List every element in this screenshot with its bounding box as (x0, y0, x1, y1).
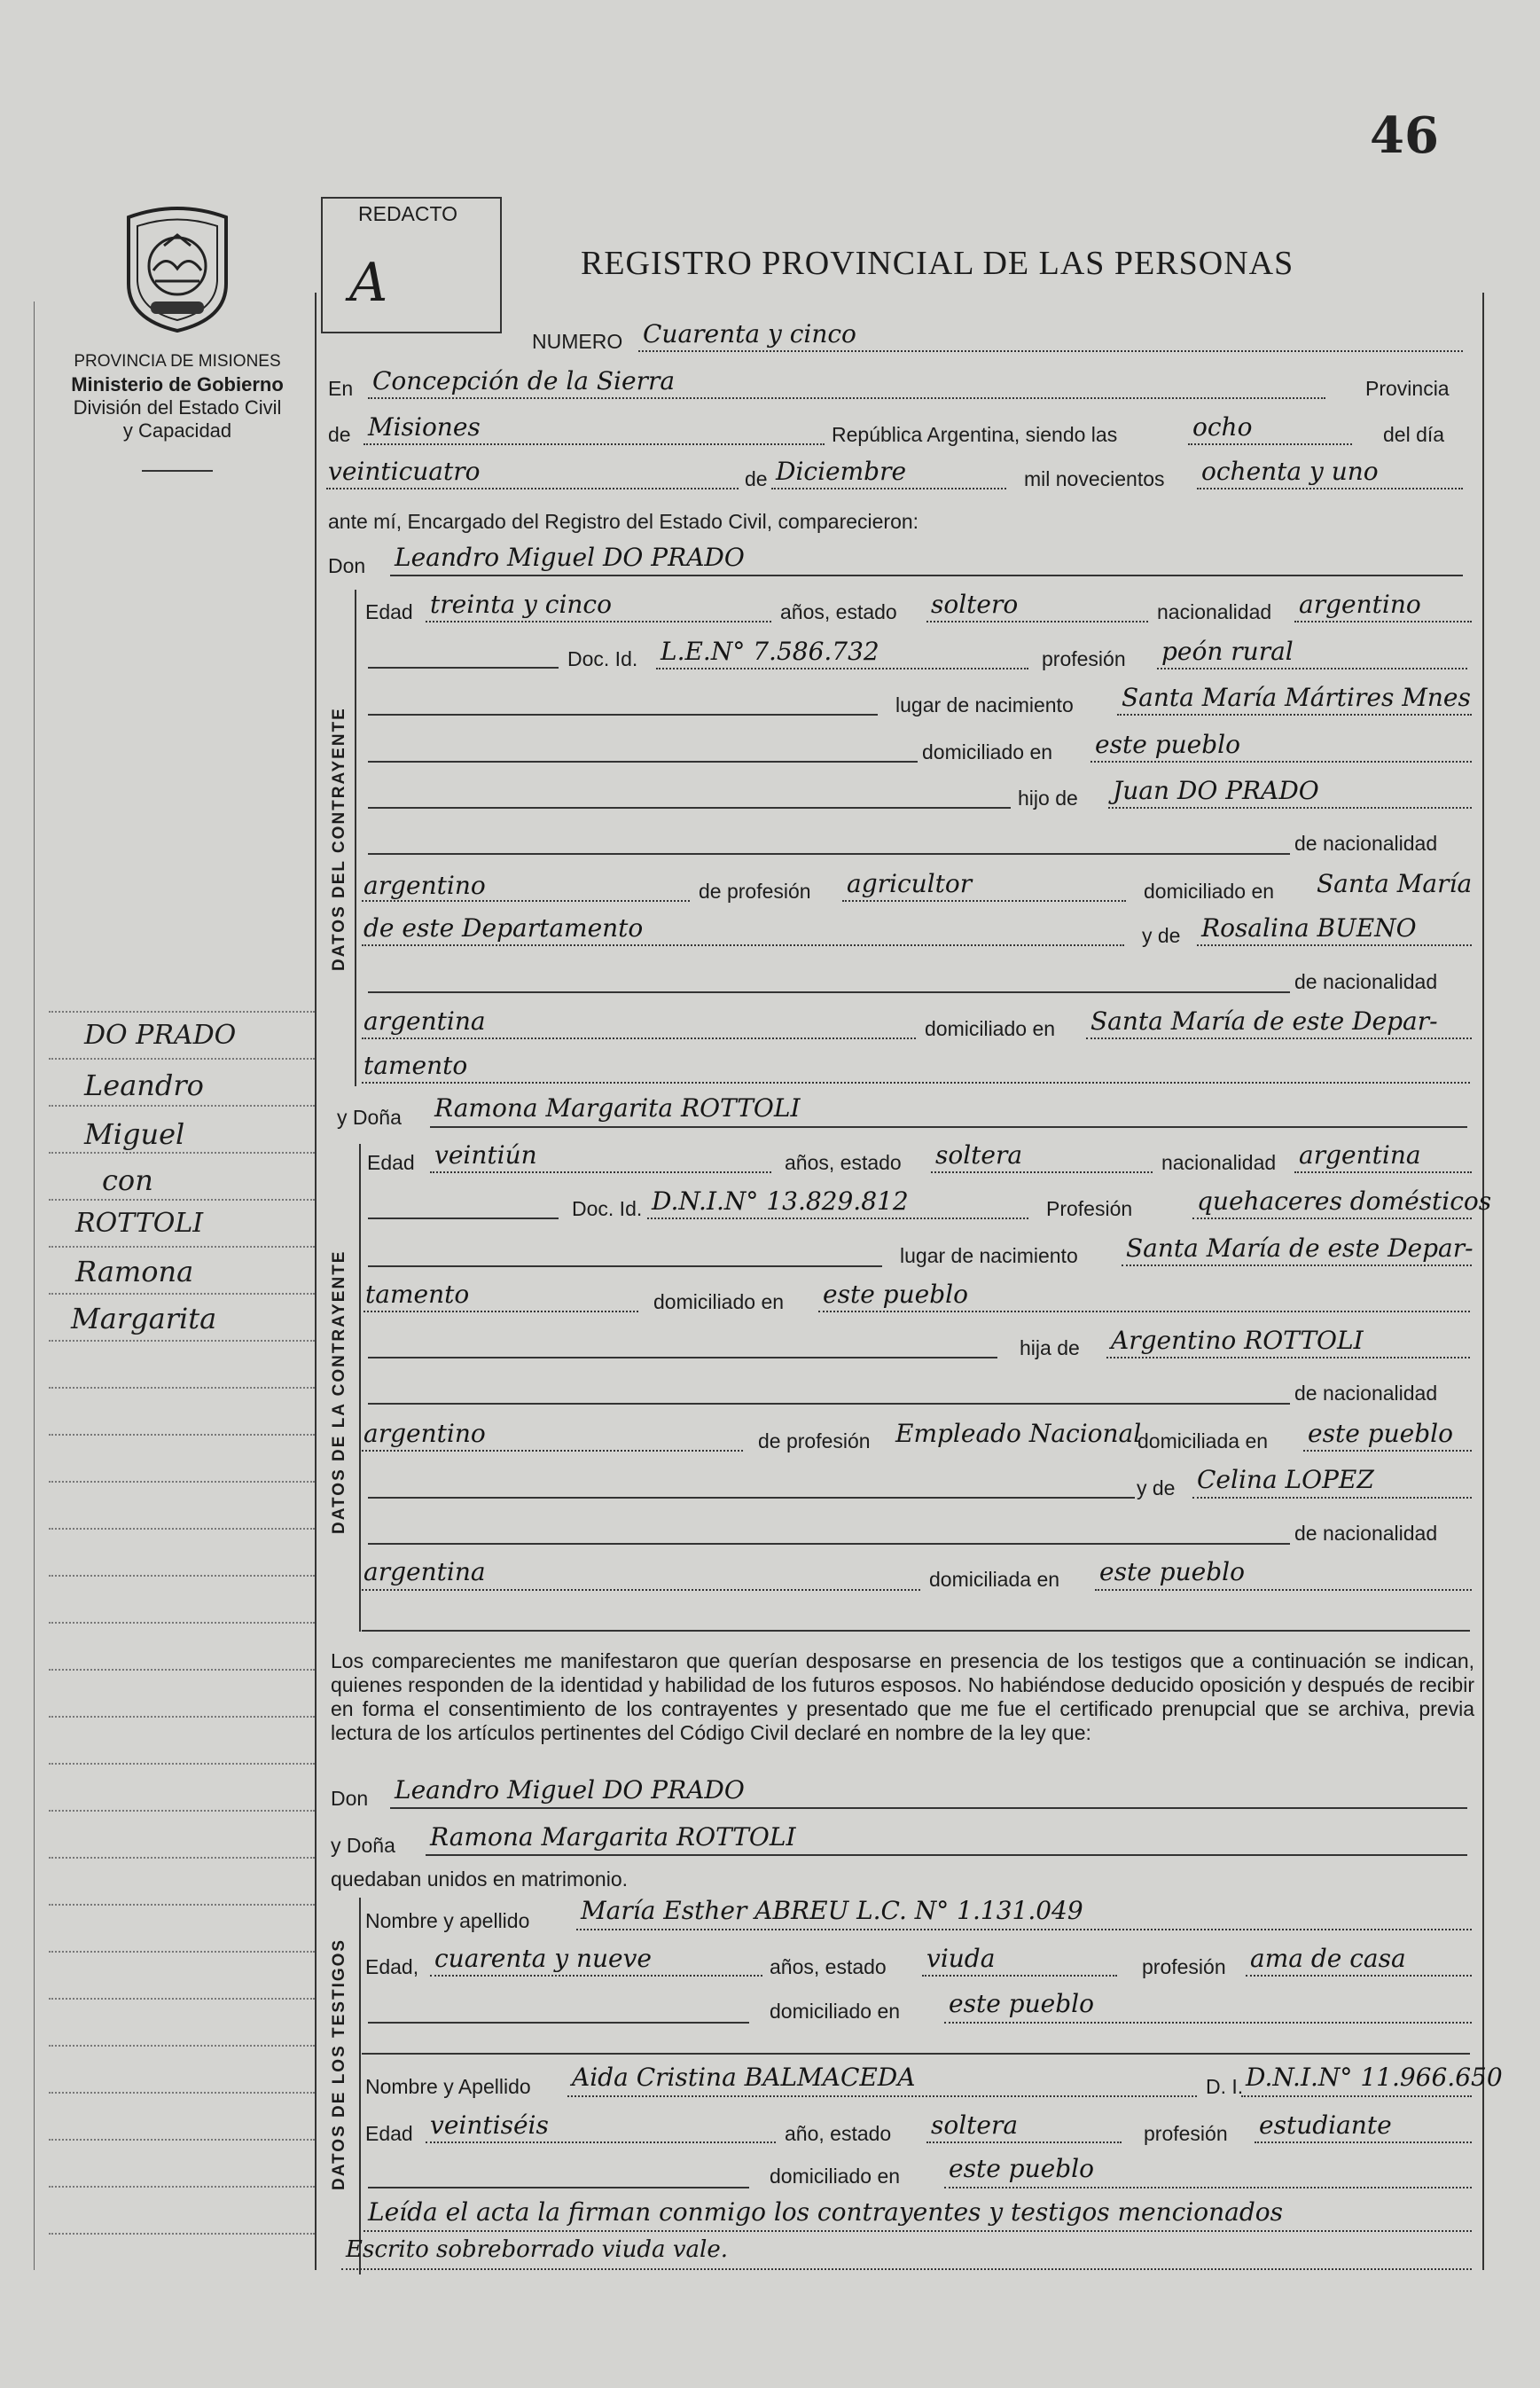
groom-profession: peón rural (1161, 637, 1294, 666)
margin-rule (49, 2233, 315, 2235)
decl-dona-label: y Doña (331, 1834, 395, 1857)
w2-name-line (567, 2095, 1197, 2097)
w1-profession: ama de casa (1250, 1944, 1406, 1973)
province-line (364, 443, 825, 445)
groom-doc-line (656, 668, 1028, 669)
month-label: de (745, 467, 768, 490)
groom-section-label: DATOS DEL CONTRAYENTE (330, 707, 348, 971)
crest-emblem-icon (120, 200, 235, 333)
groom-name: Leandro Miguel DO PRADO (395, 543, 745, 572)
province-name: PROVINCIA DE MISIONES (74, 352, 281, 371)
bride-dona-label: y Doña (337, 1106, 402, 1129)
bride-name-line (430, 1126, 1467, 1128)
hour-line (1188, 443, 1352, 445)
groom-mother-nat: argentina (364, 1006, 486, 1036)
bride-estado: soltera (935, 1140, 1023, 1170)
groom-domicile: este pueblo (1095, 730, 1240, 759)
w2-age-line (426, 2141, 776, 2143)
groom-father-prof: agricultor (847, 869, 973, 898)
groom-mdom-label: domiciliado en (925, 1017, 1056, 1040)
groom-mdom2-line (362, 1082, 1470, 1084)
w1-age-line (430, 1975, 762, 1977)
form-right-border (1482, 293, 1484, 2270)
margin-rule (49, 1387, 315, 1389)
bride-mnat-pre-line (368, 1543, 1290, 1545)
groom-don-label: Don (328, 554, 366, 577)
margin-rule (49, 1669, 315, 1671)
ministry-header (35, 350, 319, 442)
w1-estado-label: años, estado (770, 1955, 887, 1978)
bride-estado-label: años, estado (785, 1151, 902, 1174)
bride-edad-label: Edad (367, 1151, 415, 1174)
bride-yde-label: y de (1137, 1476, 1176, 1499)
bride-father: Argentino ROTTOLI (1111, 1326, 1364, 1355)
w2-age: veintiséis (430, 2110, 549, 2140)
margin-rule (49, 1246, 315, 1248)
de-label: de (328, 423, 351, 446)
bride-lugar-label: lugar de nacimiento (900, 1244, 1078, 1267)
bride-birth1-line (1122, 1264, 1472, 1266)
groom-father-line (1108, 807, 1472, 809)
w1-name: María Esther ABREU L.C. N° 1.131.049 (581, 1896, 1083, 1925)
del-dia-label: del día (1383, 423, 1445, 446)
margin-name3: Ramona (75, 1255, 194, 1288)
bride-mother-line (1192, 1497, 1472, 1499)
groom-nac-label: nacionalidad (1157, 600, 1272, 623)
margin-surname-groom: DO PRADO (84, 1020, 237, 1051)
w2-edad-label: Edad (365, 2122, 413, 2145)
margin-rule (49, 1904, 315, 1906)
month-value: Diciembre (776, 457, 907, 486)
bride-doc-pre-line (368, 1217, 559, 1219)
margin-rule (49, 1340, 315, 1342)
w2-prof-label: profesión (1144, 2122, 1228, 2145)
margin-rule (49, 1763, 315, 1765)
bride-mnat-line (362, 1589, 920, 1591)
margin-name1: Leandro (84, 1069, 204, 1102)
document-title: REGISTRO PROVINCIAL DE LAS PERSONAS (581, 245, 1294, 282)
w2-dom-line (944, 2187, 1472, 2188)
bride-father-prof: Empleado Nacional (895, 1419, 1142, 1448)
margin-rule (49, 1293, 315, 1295)
bride-mother-nat: argentina (364, 1557, 486, 1586)
place-line (368, 397, 1325, 399)
w2-profession: estudiante (1259, 2110, 1392, 2140)
bride-nac-label: nacionalidad (1161, 1151, 1277, 1174)
redacto-label: REDACTO (358, 202, 458, 225)
bride-domicile: este pueblo (823, 1280, 968, 1309)
w2-estado-label: año, estado (785, 2122, 892, 2145)
w2-doc: D.N.I.N° 11.966.650 (1246, 2063, 1503, 2092)
groom-fnat-line (362, 900, 690, 902)
w1-estado: viuda (926, 1944, 996, 1973)
margin-rule (49, 1951, 315, 1953)
groom-yde-label: y de (1142, 924, 1181, 947)
groom-dom-line (1091, 761, 1472, 763)
month-line (771, 488, 1006, 489)
bride-age-line (430, 1171, 771, 1173)
margin-rule (49, 2186, 315, 2188)
bride-section-label: DATOS DE LA CONTRAYENTE (330, 1249, 348, 1534)
groom-estado: soltero (931, 590, 1019, 619)
witness-section-rule (359, 1898, 361, 2274)
groom-mother-dom1: Santa María de este Depar- (1091, 1006, 1438, 1036)
ante-text: ante mí, Encargado del Registro del Estado Civil, comparecieron: (328, 510, 919, 533)
redacto-mark: A (349, 252, 388, 314)
w2-name: Aida Cristina BALMACEDA (572, 2063, 916, 2092)
groom-estado-label: años, estado (780, 600, 897, 623)
groom-birth-line (1117, 714, 1472, 716)
provincia-label: Provincia (1365, 377, 1450, 400)
bride-mdom-label: domiciliada en (929, 1568, 1060, 1591)
decl-groom-line (390, 1807, 1467, 1809)
bride-dom-line (818, 1311, 1470, 1312)
groom-hijo-pre-line (368, 807, 1011, 809)
year-label: mil novecientos (1024, 467, 1165, 490)
margin-rule (49, 1152, 315, 1154)
w1-edad-label: Edad, (365, 1955, 419, 1978)
numero-line (638, 350, 1463, 352)
groom-name-line (390, 575, 1463, 576)
province-value: Misiones (368, 412, 481, 442)
closing-line1: Leída el acta la firman conmigo los contrayentes y testigos mencionados (368, 2197, 1284, 2227)
margin-rule (49, 1810, 315, 1812)
w2-dom-pre-line (368, 2187, 749, 2188)
bride-end-line (362, 1630, 1470, 1632)
w2-doc-label: D. I. (1206, 2075, 1244, 2098)
w2-doc-line (1241, 2095, 1472, 2097)
groom-prof-label: profesión (1042, 647, 1126, 670)
groom-section-rule (355, 590, 356, 1086)
groom-nationality: argentino (1299, 590, 1421, 619)
margin-rule (49, 1998, 315, 2000)
division-name-line1: División del Estado Civil (73, 396, 282, 419)
decl-don-label: Don (331, 1787, 369, 1810)
groom-mnat-label: de nacionalidad (1294, 970, 1438, 993)
w2-estado-line (926, 2141, 1122, 2143)
groom-dom-label: domiciliado en (922, 740, 1053, 763)
page-number: 46 (1370, 106, 1439, 165)
numero-value: Cuarenta y cinco (643, 319, 856, 348)
groom-fdom2-line (362, 944, 1124, 946)
bride-estado-line (931, 1171, 1153, 1173)
year-value: ochenta y uno (1201, 457, 1379, 486)
decl-closing: quedaban unidos en matrimonio. (331, 1867, 629, 1891)
groom-age-line (426, 621, 771, 622)
groom-fdom-label: domiciliado en (1144, 880, 1275, 903)
bride-birthplace2: tamento (365, 1280, 470, 1309)
w1-dom-pre-line (368, 2022, 749, 2024)
groom-doc: L.E.N° 7.586.732 (661, 637, 879, 666)
republica-label: República Argentina, siendo las (832, 423, 1118, 446)
w1-dom-label: domiciliado en (770, 2000, 901, 2023)
groom-hijo-label: hijo de (1018, 787, 1078, 810)
bride-fnat-line (362, 1450, 743, 1452)
day-line (326, 488, 739, 489)
w2-prof-line (1255, 2141, 1472, 2143)
bride-age: veintiún (434, 1140, 537, 1170)
bride-fnat-label: de nacionalidad (1294, 1382, 1438, 1405)
bride-yde-pre-line (368, 1497, 1135, 1499)
w1-prof-line (1246, 1975, 1472, 1977)
groom-dom-pre-line (368, 761, 918, 763)
closing-line2: Escrito sobreborrado viuda vale. (346, 2236, 728, 2263)
bride-birth2-line (364, 1311, 638, 1312)
w1-estado-line (922, 1975, 1117, 1977)
closing2-line (341, 2268, 1472, 2270)
groom-doc-label: Doc. Id. (567, 647, 638, 670)
redacto-box (321, 197, 502, 333)
groom-lugar-label: lugar de nacimiento (895, 693, 1074, 716)
margin-rule (49, 1857, 315, 1859)
w1-age: cuarenta y nueve (434, 1944, 652, 1973)
bride-birthplace1: Santa María de este Depar- (1126, 1233, 1474, 1263)
margin-rule (49, 1481, 315, 1483)
closing1-line (364, 2230, 1472, 2232)
bride-section-rule (359, 1144, 361, 1632)
bride-mother-dom: este pueblo (1099, 1557, 1245, 1586)
margin-rule (49, 1199, 315, 1201)
bride-mnat-label: de nacionalidad (1294, 1522, 1438, 1545)
place-value: Concepción de la Sierra (372, 366, 676, 395)
groom-fprof-label: de profesión (699, 880, 811, 903)
w1-end-line (362, 2053, 1470, 2055)
bride-birth-pre-line (368, 1265, 882, 1267)
bride-profession: quehaceres domésticos (1197, 1186, 1492, 1216)
day-value: veinticuatro (328, 457, 481, 486)
margin-name4: Margarita (71, 1302, 217, 1335)
groom-mdom1-line (1086, 1037, 1472, 1039)
bride-dom-label: domiciliado en (653, 1290, 785, 1313)
groom-birthplace: Santa María Mártires Mnes (1122, 683, 1471, 712)
w2-name-label: Nombre y Apellido (365, 2075, 531, 2098)
groom-mnat-pre-line (368, 991, 1290, 993)
hour-value: ocho (1192, 412, 1253, 442)
declaration-text: Los comparecientes me manifestaron que querían desposarse en presencia de los testigos que a continuación se indican, quienes responden de la identidad y habilidad de los futuros esposos. No habiéndose deducido oposición y después de recibir en forma el consentimiento de los contrayentes y presentado que me fue el certificado prenupcial que se archiva, previa lectura de los artículos pertinentes del Código Civil declaré en nombre de la ley que: (331, 1649, 1474, 1744)
bride-fnat-pre-line (368, 1403, 1290, 1405)
margin-con: con (102, 1163, 153, 1197)
margin-rule (49, 1575, 315, 1577)
margin-rule (49, 2092, 315, 2094)
bride-fprof-label: de profesión (758, 1429, 871, 1452)
groom-estado-line (926, 621, 1148, 622)
bride-fdom-line (1303, 1450, 1472, 1452)
margin-name2: Miguel (84, 1117, 185, 1151)
w2-estado: soltera (931, 2110, 1019, 2140)
groom-fnat-label: de nacionalidad (1294, 832, 1438, 855)
groom-fnat-pre-line (368, 853, 1290, 855)
margin-rule (49, 1716, 315, 1718)
page-left-rule (34, 301, 35, 2270)
groom-fprof-line (842, 900, 1126, 902)
w1-domicile: este pueblo (949, 1989, 1094, 2018)
division-name-line2: y Capacidad (122, 419, 232, 442)
groom-doc-pre-line (368, 667, 559, 669)
decl-groom: Leandro Miguel DO PRADO (395, 1775, 745, 1805)
groom-father-dom2: de este Departamento (364, 913, 644, 943)
margin-surname-bride: ROTTOLI (75, 1208, 204, 1239)
w2-domicile: este pueblo (949, 2154, 1094, 2183)
bride-doc: D.N.I.N° 13.829.812 (652, 1186, 909, 1216)
groom-father: Juan DO PRADO (1113, 776, 1319, 805)
w1-dom-line (944, 2022, 1472, 2024)
bride-prof-label: Profesión (1046, 1197, 1133, 1220)
witness-section-label: DATOS DE LOS TESTIGOS (330, 1938, 348, 2190)
margin-rule (49, 1011, 315, 1013)
margin-rule (49, 1434, 315, 1436)
bride-mdom-line (1095, 1589, 1472, 1591)
bride-doc-label: Doc. Id. (572, 1197, 643, 1220)
form-left-border (315, 293, 317, 2270)
w1-name-line (576, 1929, 1472, 1930)
margin-rule (49, 2139, 315, 2141)
bride-fdom-label: domiciliada en (1137, 1429, 1269, 1452)
margin-rule (49, 1058, 315, 1060)
margin-rule (49, 1622, 315, 1624)
groom-mother: Rosalina BUENO (1201, 913, 1417, 943)
w1-prof-label: profesión (1142, 1955, 1226, 1978)
margin-rule (49, 2045, 315, 2047)
bride-father-line (1106, 1357, 1470, 1358)
bride-name: Ramona Margarita ROTTOLI (434, 1093, 801, 1123)
w1-name-label: Nombre y apellido (365, 1909, 530, 1932)
bride-father-nat: argentino (364, 1419, 486, 1448)
groom-mother-dom2: tamento (364, 1051, 468, 1080)
groom-father-nat: argentino (364, 871, 486, 900)
groom-birth-pre-line (368, 714, 878, 716)
decl-bride-line (426, 1854, 1467, 1856)
bride-nationality: argentina (1299, 1140, 1421, 1170)
bride-hija-pre-line (368, 1357, 997, 1358)
w2-dom-label: domiciliado en (770, 2165, 901, 2188)
bride-hija-label: hija de (1020, 1336, 1080, 1359)
bride-father-dom: este pueblo (1308, 1419, 1453, 1448)
groom-father-dom1: Santa María (1317, 869, 1473, 898)
numero-label: NUMERO (532, 330, 623, 353)
groom-mother-line (1197, 944, 1472, 946)
ministry-name: Ministerio de Gobierno (71, 373, 284, 395)
groom-age: treinta y cinco (430, 590, 612, 619)
en-label: En (328, 377, 354, 400)
groom-mnat-line (362, 1037, 916, 1039)
divider (142, 470, 213, 472)
groom-prof-line (1157, 668, 1467, 669)
margin-rule (49, 1528, 315, 1530)
bride-doc-line (647, 1217, 1028, 1219)
groom-edad-label: Edad (365, 600, 413, 623)
groom-nat-line (1294, 621, 1472, 622)
bride-mother: Celina LOPEZ (1197, 1465, 1374, 1494)
margin-rule (49, 1105, 315, 1107)
year-line (1197, 488, 1463, 489)
bride-prof-line (1192, 1217, 1472, 1219)
bride-nat-line (1294, 1171, 1472, 1173)
decl-bride: Ramona Margarita ROTTOLI (430, 1822, 796, 1852)
